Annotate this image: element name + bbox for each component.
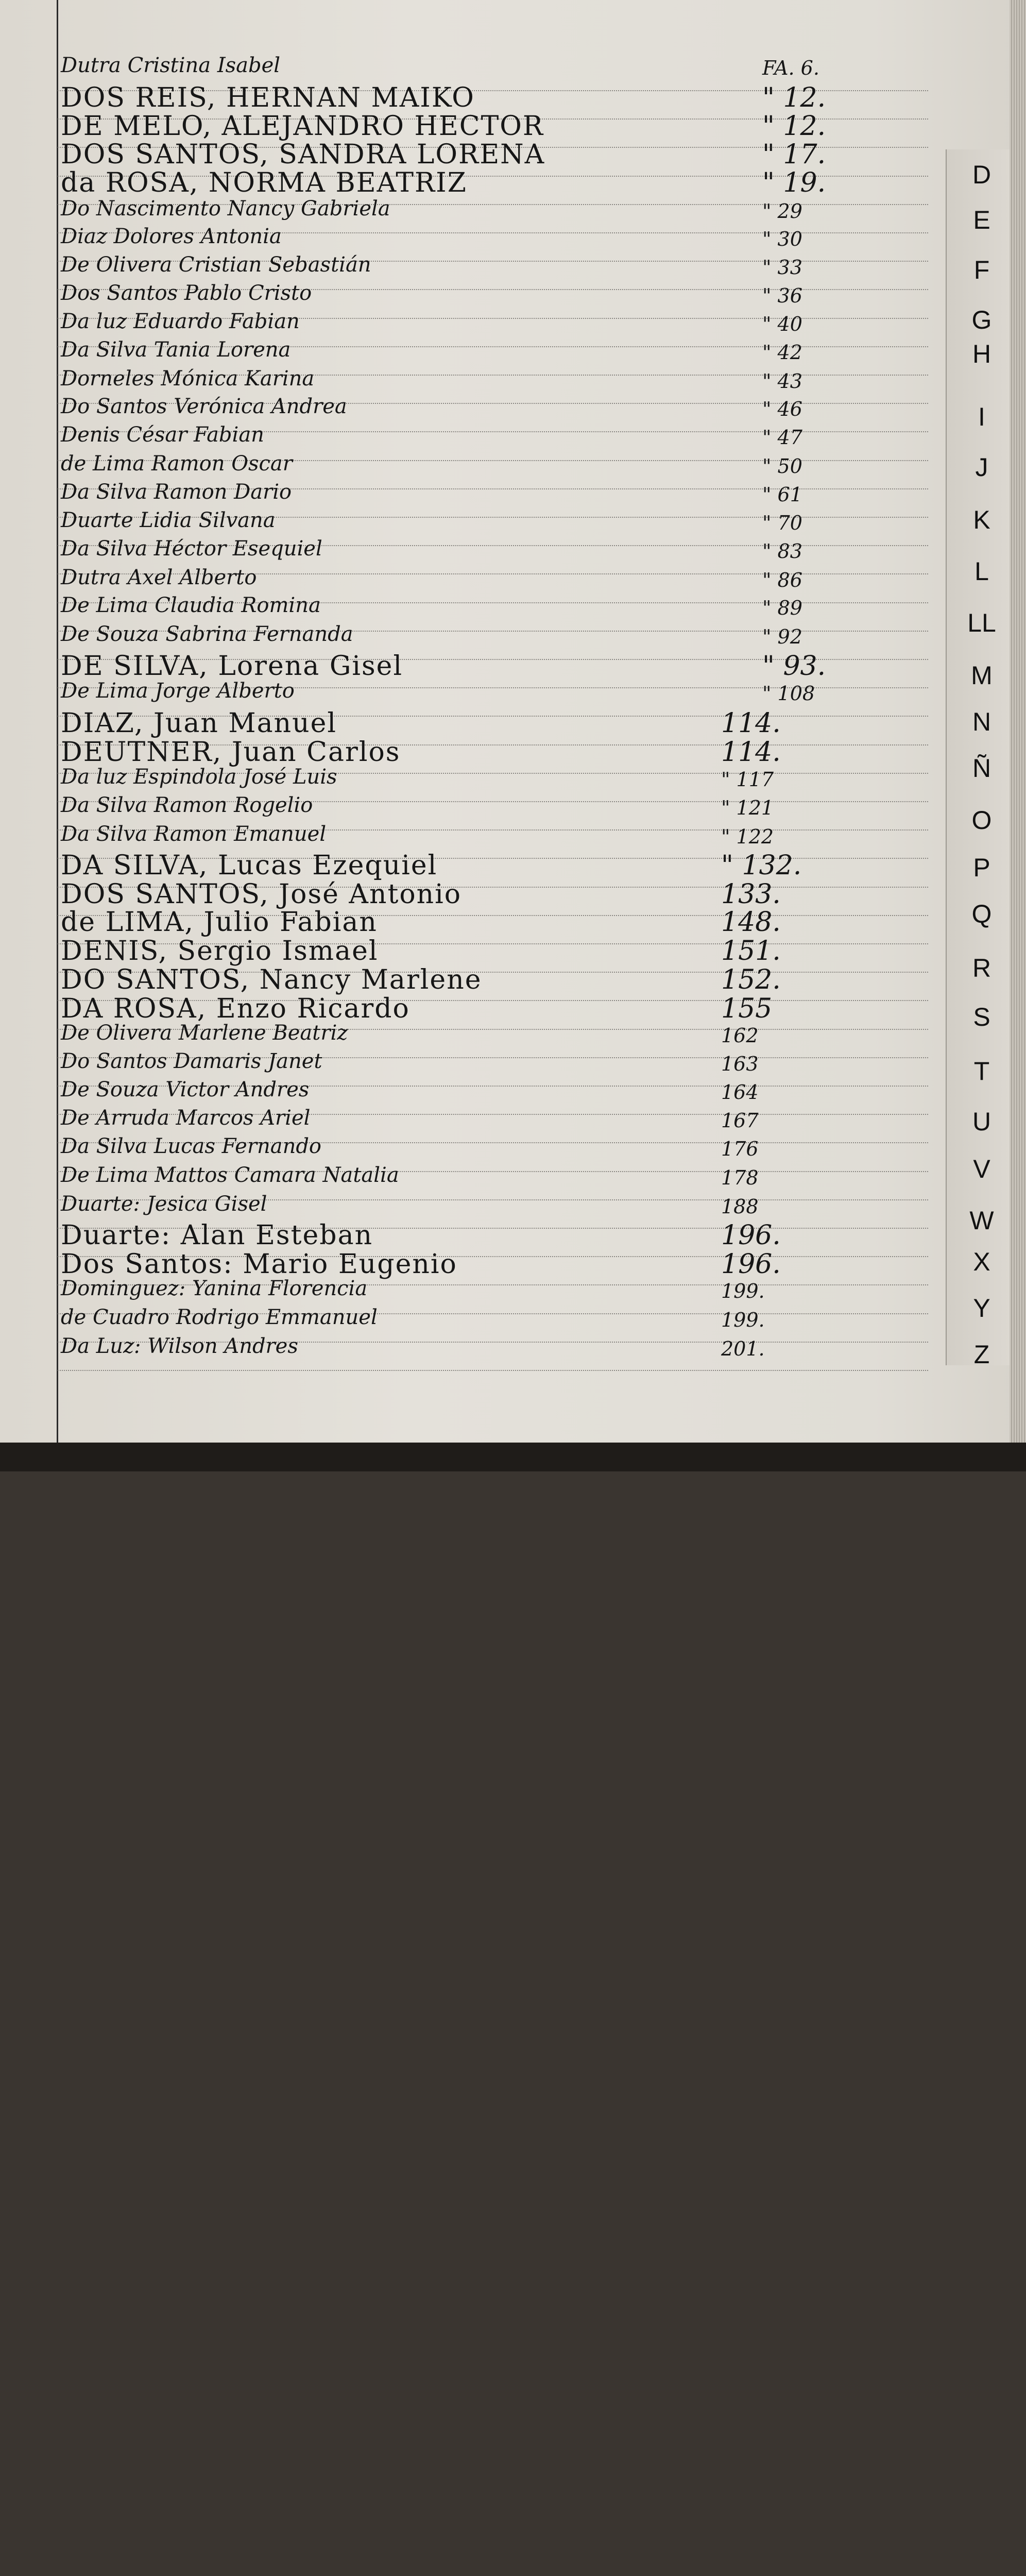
entry-name: DOS SANTOS, José Antonio — [61, 879, 462, 910]
entry-folio: 199. — [721, 1309, 765, 1331]
index-tab-letter[interactable]: H — [972, 340, 991, 368]
entry-folio: 133. — [721, 879, 781, 910]
entry-folio: " 17. — [762, 139, 826, 170]
entry-name: DE SILVA, Lorena Gisel — [61, 651, 403, 682]
entry-name: de Lima Ramon Oscar — [61, 452, 293, 476]
entry-name: De Arruda Marcos Ariel — [61, 1106, 311, 1130]
entry-name: Duarte: Jesica Gisel — [61, 1192, 267, 1216]
index-tab-letter[interactable]: S — [973, 1003, 990, 1031]
index-tab-letter[interactable]: N — [972, 707, 991, 736]
entry-name: De Lima Jorge Alberto — [61, 679, 295, 703]
entry-name: De Olivera Cristian Sebastián — [61, 253, 371, 277]
index-tab-letter[interactable]: R — [972, 954, 991, 982]
index-tab-letter[interactable]: K — [973, 505, 990, 534]
entry-name: Do Nascimento Nancy Gabriela — [61, 197, 390, 221]
entry-folio: " 61 — [762, 483, 802, 506]
index-tab-letter[interactable]: Y — [973, 1294, 990, 1323]
index-tab-letter[interactable]: Q — [971, 900, 992, 928]
entry-folio: 114. — [721, 708, 781, 739]
entry-name: Dominguez: Yanina Florencia — [61, 1277, 368, 1300]
entry-name: Dorneles Mónica Karina — [61, 367, 315, 391]
entry-name: DIAZ, Juan Manuel — [61, 708, 337, 739]
entry-name: De Souza Sabrina Fernanda — [61, 622, 353, 646]
index-tab-letter[interactable]: W — [969, 1206, 994, 1235]
entry-folio: " 89 — [762, 597, 802, 619]
page-edges — [1010, 0, 1026, 1443]
entry-folio: " 70 — [762, 512, 802, 534]
entry-folio: " 92 — [762, 625, 802, 648]
entry-folio: 162 — [721, 1024, 759, 1047]
index-tab-letter[interactable]: Ñ — [972, 754, 991, 783]
entry-folio: " 50 — [762, 455, 802, 478]
entry-name: Do Santos Damaris Janet — [61, 1049, 322, 1073]
entry-folio: 164 — [721, 1081, 759, 1104]
entry-folio: 163 — [721, 1053, 759, 1075]
entry-name: Diaz Dolores Antonia — [61, 225, 282, 248]
ruled-line — [58, 1370, 928, 1371]
entry-name: Da Silva Ramon Rogelio — [61, 793, 313, 817]
entry-name: DO SANTOS, Nancy Marlene — [61, 964, 482, 995]
entry-folio: " 29 — [762, 200, 802, 223]
entry-folio: 199. — [721, 1280, 765, 1302]
entry-folio: 114. — [721, 737, 781, 768]
entry-name: DOS SANTOS, SANDRA LORENA — [61, 139, 545, 170]
entry-name: DA ROSA, Enzo Ricardo — [61, 993, 410, 1024]
index-tab-letter[interactable]: J — [975, 453, 988, 482]
entry-name: Dutra Axel Alberto — [61, 566, 257, 589]
index-tab-letter[interactable]: O — [971, 806, 992, 835]
entry-folio: " 12. — [762, 111, 826, 142]
entry-folio: 178 — [721, 1166, 759, 1189]
entry-folio: " 46 — [762, 398, 802, 420]
entry-folio: 201. — [721, 1337, 765, 1360]
index-tab-letter[interactable]: E — [973, 206, 990, 234]
index-tab-letter[interactable]: X — [973, 1247, 990, 1276]
entry-folio: " 86 — [762, 569, 802, 591]
index-tab-letter[interactable]: G — [971, 306, 992, 334]
entry-name: Dutra Cristina Isabel — [61, 54, 281, 77]
entry-name: Da luz Espindola José Luis — [61, 765, 337, 789]
entry-name: Do Santos Verónica Andrea — [61, 395, 347, 418]
entry-name: DEUTNER, Juan Carlos — [61, 737, 401, 768]
entry-name: de Cuadro Rodrigo Emmanuel — [61, 1306, 378, 1329]
index-tab-letter[interactable]: P — [973, 853, 990, 882]
entry-name: De Lima Mattos Camara Natalia — [61, 1163, 399, 1187]
entry-folio: " 132. — [721, 850, 802, 881]
entry-name: Da Silva Héctor Esequiel — [61, 537, 322, 561]
entry-name: Duarte: Alan Esteban — [61, 1220, 373, 1251]
entry-folio: " 19. — [762, 167, 826, 198]
entry-folio: 167 — [721, 1109, 759, 1132]
entry-folio: " 93. — [762, 651, 826, 682]
entry-name: Da Silva Tania Lorena — [61, 338, 291, 362]
entry-folio: " 33 — [762, 256, 802, 279]
index-tab-letter[interactable]: V — [973, 1155, 990, 1183]
index-tab-letter[interactable]: M — [971, 661, 993, 690]
caption-bar — [0, 1443, 1026, 1471]
entry-folio: 148. — [721, 907, 781, 938]
entry-name: DE MELO, ALEJANDRO HECTOR — [61, 111, 544, 142]
entry-folio: " 42 — [762, 341, 802, 364]
entry-name: De Lima Claudia Romina — [61, 594, 321, 617]
entry-folio: 155 — [721, 993, 773, 1024]
entry-folio: " 40 — [762, 313, 802, 335]
entry-name: DA SILVA, Lucas Ezequiel — [61, 850, 438, 881]
entry-folio: " 117 — [721, 768, 774, 791]
entry-name: Da Luz: Wilson Andres — [61, 1334, 298, 1358]
entry-name: da ROSA, NORMA BEATRIZ — [61, 167, 467, 198]
index-tab-letter[interactable]: D — [972, 160, 991, 189]
margin-line — [57, 0, 58, 1443]
entry-folio: 176 — [721, 1138, 759, 1160]
entry-name: Dos Santos Pablo Cristo — [61, 281, 312, 305]
index-tab-letter[interactable]: F — [973, 256, 990, 284]
entry-folio: " 108 — [762, 682, 815, 705]
index-tab-letter[interactable]: LL — [967, 608, 996, 637]
entry-folio: 152. — [721, 964, 781, 995]
entry-name: De Souza Victor Andres — [61, 1078, 310, 1101]
entry-name: Da luz Eduardo Fabian — [61, 310, 300, 333]
entry-name: Duarte Lidia Silvana — [61, 509, 276, 532]
entry-folio: " 12. — [762, 82, 826, 113]
index-tab-letter[interactable]: T — [973, 1057, 990, 1086]
entry-name: Da Silva Ramon Emanuel — [61, 822, 327, 846]
entry-name: DENIS, Sergio Ismael — [61, 936, 379, 967]
entry-folio: " 121 — [721, 796, 774, 819]
entry-folio: 196. — [721, 1249, 781, 1280]
index-tab-letter[interactable]: Z — [973, 1340, 990, 1369]
index-tab-letter[interactable]: I — [978, 402, 985, 431]
entry-folio: " 43 — [762, 370, 802, 393]
entry-folio: 151. — [721, 936, 781, 967]
entry-name: Dos Santos: Mario Eugenio — [61, 1249, 457, 1280]
entry-name: De Olivera Marlene Beatriz — [61, 1021, 348, 1045]
entry-name: Da Silva Lucas Fernando — [61, 1134, 322, 1158]
entry-folio: " 122 — [721, 825, 774, 848]
entry-folio: " 47 — [762, 426, 802, 449]
entry-name: Denis César Fabian — [61, 423, 264, 447]
entry-folio: 196. — [721, 1220, 781, 1251]
entry-folio: " 83 — [762, 540, 802, 563]
entry-folio: " 30 — [762, 228, 802, 250]
entry-name: Da Silva Ramon Dario — [61, 480, 292, 504]
index-tab-letter[interactable]: L — [974, 557, 989, 586]
entry-name: DOS REIS, HERNAN MAIKO — [61, 82, 475, 113]
entry-folio: 188 — [721, 1195, 759, 1218]
entry-name: de LIMA, Julio Fabian — [61, 907, 378, 938]
entry-folio: " 36 — [762, 284, 802, 307]
index-tab-letter[interactable]: U — [972, 1107, 991, 1136]
entry-folio: FA. 6. — [762, 57, 819, 79]
